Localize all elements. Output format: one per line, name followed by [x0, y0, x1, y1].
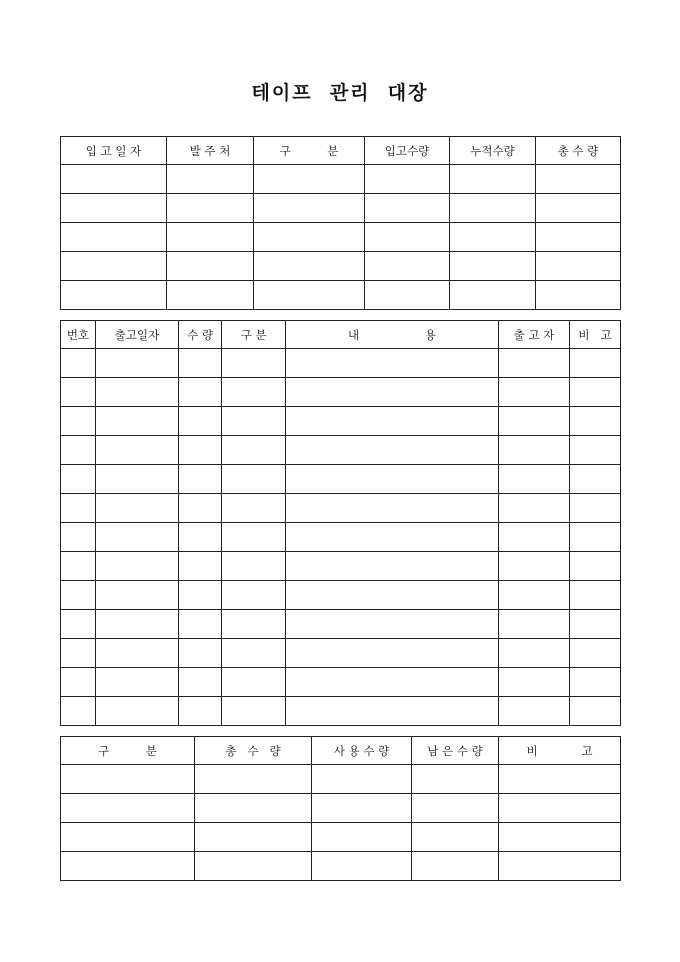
- table-cell[interactable]: [195, 765, 312, 794]
- table-cell[interactable]: [254, 252, 365, 281]
- table-cell[interactable]: [61, 610, 96, 639]
- header-quantity: 수 량: [179, 321, 222, 349]
- table-cell[interactable]: [61, 281, 167, 310]
- table-cell[interactable]: [167, 165, 254, 194]
- table-cell[interactable]: [499, 581, 570, 610]
- table-cell[interactable]: [570, 436, 621, 465]
- table-cell[interactable]: [365, 165, 450, 194]
- table-cell[interactable]: [61, 523, 96, 552]
- table-cell[interactable]: [96, 639, 179, 668]
- table-cell[interactable]: [167, 281, 254, 310]
- table-cell[interactable]: [222, 349, 286, 378]
- table-cell[interactable]: [499, 378, 570, 407]
- table-row: [61, 697, 621, 726]
- table-cell[interactable]: [499, 436, 570, 465]
- table-cell[interactable]: [222, 436, 286, 465]
- table-cell[interactable]: [61, 349, 96, 378]
- table-cell[interactable]: [179, 610, 222, 639]
- page-title: 테이프 관리 대장: [251, 82, 429, 104]
- table-cell[interactable]: [96, 349, 179, 378]
- header-summary-remarks: 비 고: [499, 737, 621, 765]
- table-cell[interactable]: [96, 407, 179, 436]
- table-cell[interactable]: [286, 668, 499, 697]
- table-cell[interactable]: [61, 465, 96, 494]
- table-cell[interactable]: [61, 852, 195, 881]
- table-cell[interactable]: [96, 378, 179, 407]
- table-cell[interactable]: [61, 436, 96, 465]
- table-cell[interactable]: [365, 281, 450, 310]
- table-cell[interactable]: [286, 523, 499, 552]
- table-row: [61, 852, 621, 881]
- header-issue-date: 출고일자: [96, 321, 179, 349]
- header-remarks: 비 고: [570, 321, 621, 349]
- table-cell[interactable]: [450, 252, 536, 281]
- table-row: [61, 252, 621, 281]
- table-cell[interactable]: [179, 378, 222, 407]
- table-cell[interactable]: [61, 639, 96, 668]
- table-cell[interactable]: [499, 852, 621, 881]
- table-cell[interactable]: [286, 349, 499, 378]
- table-cell[interactable]: [450, 281, 536, 310]
- table-cell[interactable]: [61, 494, 96, 523]
- header-total-qty: 총 수 량: [536, 137, 621, 165]
- table-cell[interactable]: [499, 668, 570, 697]
- table-cell[interactable]: [365, 252, 450, 281]
- table-cell[interactable]: [570, 407, 621, 436]
- receiving-table: [60, 136, 621, 310]
- table-cell[interactable]: [61, 697, 96, 726]
- table-cell[interactable]: [570, 523, 621, 552]
- table-cell[interactable]: [412, 765, 499, 794]
- table-cell[interactable]: [570, 465, 621, 494]
- table-cell[interactable]: [286, 581, 499, 610]
- table-cell[interactable]: [222, 639, 286, 668]
- table-cell[interactable]: [286, 610, 499, 639]
- table-cell[interactable]: [499, 407, 570, 436]
- table-cell[interactable]: [499, 639, 570, 668]
- table-cell[interactable]: [412, 823, 499, 852]
- issue-table: [60, 320, 621, 726]
- table-cell[interactable]: [96, 436, 179, 465]
- summary-header-row: [61, 737, 621, 765]
- summary-body: [61, 765, 621, 881]
- table-cell[interactable]: [222, 523, 286, 552]
- table-cell[interactable]: [365, 223, 450, 252]
- table-cell[interactable]: [286, 436, 499, 465]
- header-supplier: 발 주 처: [167, 137, 254, 165]
- table-cell[interactable]: [570, 378, 621, 407]
- table-row: [61, 639, 621, 668]
- table-cell[interactable]: [179, 494, 222, 523]
- table-cell[interactable]: [570, 552, 621, 581]
- table-row: [61, 823, 621, 852]
- table-cell[interactable]: [179, 697, 222, 726]
- table-cell[interactable]: [312, 765, 412, 794]
- table-cell[interactable]: [179, 581, 222, 610]
- table-row: [61, 436, 621, 465]
- table-cell[interactable]: [570, 668, 621, 697]
- table-cell[interactable]: [570, 349, 621, 378]
- table-cell[interactable]: [179, 668, 222, 697]
- table-cell[interactable]: [536, 194, 621, 223]
- table-cell[interactable]: [179, 436, 222, 465]
- table-cell[interactable]: [570, 494, 621, 523]
- table-cell[interactable]: [254, 223, 365, 252]
- table-cell[interactable]: [286, 697, 499, 726]
- table-cell[interactable]: [536, 165, 621, 194]
- table-cell[interactable]: [179, 465, 222, 494]
- table-cell[interactable]: [570, 610, 621, 639]
- header-content: 내 용: [286, 321, 499, 349]
- header-type: 구 분: [222, 321, 286, 349]
- table-cell[interactable]: [570, 639, 621, 668]
- table-cell[interactable]: [254, 165, 365, 194]
- table-cell[interactable]: [450, 194, 536, 223]
- table-cell[interactable]: [96, 697, 179, 726]
- header-summary-category: 구 분: [61, 737, 195, 765]
- table-cell[interactable]: [286, 465, 499, 494]
- header-issuer: 출 고 자: [499, 321, 570, 349]
- table-cell[interactable]: [61, 581, 96, 610]
- table-cell[interactable]: [96, 610, 179, 639]
- table-cell[interactable]: [499, 794, 621, 823]
- table-cell[interactable]: [96, 581, 179, 610]
- table-cell[interactable]: [96, 552, 179, 581]
- table-cell[interactable]: [254, 194, 365, 223]
- table-row: [61, 668, 621, 697]
- table-cell[interactable]: [499, 523, 570, 552]
- table-cell[interactable]: [499, 823, 621, 852]
- table-row: [61, 552, 621, 581]
- table-cell[interactable]: [61, 252, 167, 281]
- table-cell[interactable]: [499, 349, 570, 378]
- table-cell[interactable]: [499, 610, 570, 639]
- table-cell[interactable]: [222, 465, 286, 494]
- table-cell[interactable]: [536, 281, 621, 310]
- table-cell[interactable]: [96, 494, 179, 523]
- table-row: [61, 494, 621, 523]
- table-row: [61, 165, 621, 194]
- header-category: 구 분: [254, 137, 365, 165]
- header-receipt-date: 입 고 일 자: [61, 137, 167, 165]
- table-cell[interactable]: [222, 581, 286, 610]
- receiving-body: [61, 165, 621, 310]
- table-row: [61, 465, 621, 494]
- summary-table: [60, 736, 621, 881]
- table-row: [61, 223, 621, 252]
- table-cell[interactable]: [61, 223, 167, 252]
- table-cell[interactable]: [179, 407, 222, 436]
- header-summary-used: 사 용 수 량: [312, 737, 412, 765]
- table-cell[interactable]: [222, 697, 286, 726]
- header-number: 번호: [61, 321, 96, 349]
- table-cell[interactable]: [222, 668, 286, 697]
- table-row: [61, 378, 621, 407]
- table-cell[interactable]: [536, 252, 621, 281]
- table-cell[interactable]: [222, 494, 286, 523]
- table-cell[interactable]: [450, 165, 536, 194]
- table-cell[interactable]: [536, 223, 621, 252]
- table-cell[interactable]: [570, 581, 621, 610]
- table-cell[interactable]: [499, 494, 570, 523]
- header-cumulative-qty: 누적수량: [450, 137, 536, 165]
- table-cell[interactable]: [167, 223, 254, 252]
- table-row: [61, 610, 621, 639]
- table-cell[interactable]: [222, 552, 286, 581]
- table-cell[interactable]: [450, 223, 536, 252]
- table-cell[interactable]: [254, 281, 365, 310]
- table-cell[interactable]: [286, 552, 499, 581]
- table-cell[interactable]: [179, 639, 222, 668]
- table-cell[interactable]: [222, 407, 286, 436]
- table-cell[interactable]: [61, 823, 195, 852]
- table-cell[interactable]: [195, 823, 312, 852]
- header-summary-total: 총 수 량: [195, 737, 312, 765]
- table-cell[interactable]: [312, 794, 412, 823]
- table-cell[interactable]: [499, 465, 570, 494]
- issue-body: [61, 349, 621, 726]
- table-row: [61, 407, 621, 436]
- table-cell[interactable]: [167, 252, 254, 281]
- table-cell[interactable]: [179, 349, 222, 378]
- table-row: [61, 794, 621, 823]
- table-cell[interactable]: [61, 165, 167, 194]
- table-cell[interactable]: [499, 697, 570, 726]
- table-cell[interactable]: [570, 697, 621, 726]
- table-row: [61, 523, 621, 552]
- table-cell[interactable]: [179, 523, 222, 552]
- table-cell[interactable]: [286, 639, 499, 668]
- table-cell[interactable]: [195, 852, 312, 881]
- table-cell[interactable]: [167, 194, 254, 223]
- table-row: [61, 194, 621, 223]
- table-cell[interactable]: [222, 378, 286, 407]
- table-row: [61, 765, 621, 794]
- table-cell[interactable]: [61, 552, 96, 581]
- table-cell[interactable]: [96, 668, 179, 697]
- table-cell[interactable]: [286, 494, 499, 523]
- table-cell[interactable]: [195, 794, 312, 823]
- table-cell[interactable]: [61, 378, 96, 407]
- table-cell[interactable]: [365, 194, 450, 223]
- table-cell[interactable]: [179, 552, 222, 581]
- table-cell[interactable]: [412, 852, 499, 881]
- table-cell[interactable]: [312, 852, 412, 881]
- table-cell[interactable]: [61, 668, 96, 697]
- table-cell[interactable]: [61, 794, 195, 823]
- header-summary-remaining: 남 은 수 량: [412, 737, 499, 765]
- table-cell[interactable]: [499, 765, 621, 794]
- header-received-qty: 입고수량: [365, 137, 450, 165]
- table-cell[interactable]: [286, 378, 499, 407]
- table-row: [61, 281, 621, 310]
- table-cell[interactable]: [312, 823, 412, 852]
- table-row: [61, 581, 621, 610]
- table-cell[interactable]: [96, 523, 179, 552]
- table-cell[interactable]: [499, 552, 570, 581]
- table-row: [61, 349, 621, 378]
- table-cell[interactable]: [61, 194, 167, 223]
- table-cell[interactable]: [222, 610, 286, 639]
- table-cell[interactable]: [412, 794, 499, 823]
- table-cell[interactable]: [286, 407, 499, 436]
- table-cell[interactable]: [61, 765, 195, 794]
- issue-header-row: [61, 321, 621, 349]
- receiving-header-row: [61, 137, 621, 165]
- table-cell[interactable]: [61, 407, 96, 436]
- table-cell[interactable]: [96, 465, 179, 494]
